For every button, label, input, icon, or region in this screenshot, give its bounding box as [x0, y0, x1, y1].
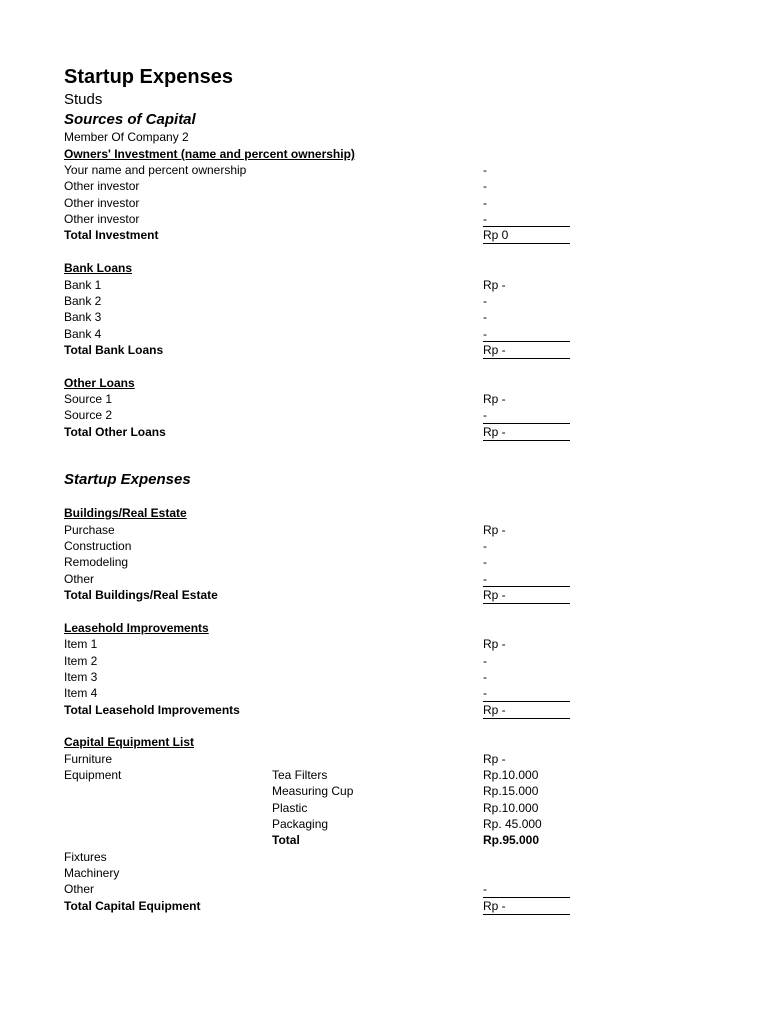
row-value: Rp.95.000 [483, 833, 540, 847]
row-value: Rp - [483, 586, 570, 604]
row-label: Total Investment [64, 228, 159, 242]
row-value: - [483, 686, 487, 700]
line-item-row [64, 816, 584, 832]
row-sublabel: Tea Filters [272, 768, 328, 782]
line-item-row [64, 800, 584, 816]
row-label: Bank Loans [64, 261, 133, 275]
subtotal-row [64, 832, 584, 848]
row-label: Bank 4 [64, 327, 102, 341]
row-value: - [483, 212, 487, 226]
line-item-row [64, 571, 584, 587]
row-value: Rp - [483, 523, 506, 537]
line-item-row [64, 767, 584, 783]
row-label: Member Of Company 2 [64, 130, 189, 144]
row-value: Rp - [483, 897, 570, 915]
row-label: Source 1 [64, 392, 113, 406]
section-title [64, 473, 584, 489]
row-value: Rp.10.000 [483, 801, 539, 815]
total-row [64, 424, 584, 440]
row-value: - [483, 196, 487, 210]
row-sublabel: Total [272, 833, 300, 847]
row-label: Machinery [64, 866, 120, 880]
row-value: Rp 0 [483, 226, 570, 244]
row-value [483, 129, 570, 145]
line-item-row [64, 211, 584, 227]
group-header [64, 375, 584, 391]
row-value: - [483, 310, 487, 324]
line-item-row [64, 783, 584, 799]
line-item-row [64, 751, 584, 767]
line-item-row [64, 162, 584, 178]
total-row [64, 342, 584, 358]
row-value: - [483, 163, 487, 177]
row-label: Sources of Capital [64, 111, 196, 128]
line-item-row [64, 522, 584, 538]
row-value: - [483, 408, 487, 422]
row-label: Purchase [64, 523, 115, 537]
row-label: Your name and percent ownership [64, 163, 247, 177]
row-label: Startup Expenses [64, 471, 191, 488]
total-row [64, 898, 584, 914]
row-value: - [483, 179, 487, 193]
line-item-row [64, 685, 584, 701]
row-label: Capital Equipment List [64, 735, 195, 749]
row-value: - [483, 882, 487, 896]
row-label: Remodeling [64, 555, 129, 569]
row-value: - [483, 670, 487, 684]
line-item-row [64, 636, 584, 652]
total-row [64, 702, 584, 718]
row-value: Rp.10.000 [483, 768, 539, 782]
line-item-row [64, 129, 584, 145]
line-item-row [64, 391, 584, 407]
row-label: Other [64, 882, 95, 896]
row-label: Item 1 [64, 637, 98, 651]
line-item-row [64, 277, 584, 293]
total-row [64, 587, 584, 603]
page-subtitle: Studs [64, 91, 103, 108]
row-label: Item 2 [64, 654, 98, 668]
row-label: Buildings/Real Estate [64, 506, 187, 520]
row-value: Rp - [483, 341, 570, 359]
row-label: Total Leasehold Improvements [64, 703, 240, 717]
row-label: Bank 1 [64, 278, 102, 292]
row-label: Other investor [64, 212, 140, 226]
row-value: Rp - [483, 278, 506, 292]
row-label: Source 2 [64, 408, 113, 422]
row-label: Owners' Investment (name and percent ownership) [64, 147, 355, 161]
row-value: Rp - [483, 701, 570, 719]
row-value: Rp - [483, 752, 506, 766]
line-item-row [64, 554, 584, 570]
row-value: - [483, 327, 487, 341]
row-label: Total Other Loans [64, 425, 166, 439]
row-label: Construction [64, 539, 132, 553]
row-value: Rp - [483, 423, 570, 441]
line-item-row [64, 881, 584, 897]
row-label: Item 4 [64, 686, 98, 700]
row-label: Bank 2 [64, 294, 102, 308]
row-value: Rp.15.000 [483, 784, 539, 798]
row-label: Equipment [64, 768, 122, 782]
row-sublabel: Plastic [272, 801, 308, 815]
line-item-row [64, 293, 584, 309]
group-header [64, 620, 584, 636]
row-value: - [483, 294, 487, 308]
line-item-row [64, 865, 584, 881]
row-sublabel: Packaging [272, 817, 329, 831]
row-label: Bank 3 [64, 310, 102, 324]
row-label: Fixtures [64, 850, 107, 864]
row-value: Rp - [483, 637, 506, 651]
row-value [483, 849, 570, 865]
row-value: - [483, 555, 487, 569]
row-value: - [483, 654, 487, 668]
line-item-row [64, 407, 584, 423]
line-item-row [64, 309, 584, 325]
line-item-row [64, 538, 584, 554]
row-sublabel: Measuring Cup [272, 784, 354, 798]
total-row [64, 227, 584, 243]
section-title [64, 113, 584, 129]
row-label: Other investor [64, 179, 140, 193]
row-label: Leasehold Improvements [64, 621, 209, 635]
line-item-row [64, 178, 584, 194]
row-label: Furniture [64, 752, 113, 766]
row-value [483, 865, 570, 881]
group-header [64, 146, 584, 162]
group-header [64, 734, 584, 750]
line-item-row [64, 653, 584, 669]
line-item-row [64, 849, 584, 865]
line-item-row [64, 326, 584, 342]
row-value: Rp - [483, 392, 506, 406]
row-label: Item 3 [64, 670, 98, 684]
group-header [64, 505, 584, 521]
row-value: Rp. 45.000 [483, 817, 542, 831]
page-title: Startup Expenses [64, 66, 233, 88]
line-item-row [64, 195, 584, 211]
row-label: Other investor [64, 196, 140, 210]
line-item-row [64, 669, 584, 685]
group-header [64, 260, 584, 276]
row-label: Total Capital Equipment [64, 899, 201, 913]
row-label: Total Buildings/Real Estate [64, 588, 218, 602]
row-label: Other [64, 572, 95, 586]
row-value: - [483, 572, 487, 586]
row-label: Other Loans [64, 376, 135, 390]
row-label: Total Bank Loans [64, 343, 164, 357]
row-value: - [483, 539, 487, 553]
